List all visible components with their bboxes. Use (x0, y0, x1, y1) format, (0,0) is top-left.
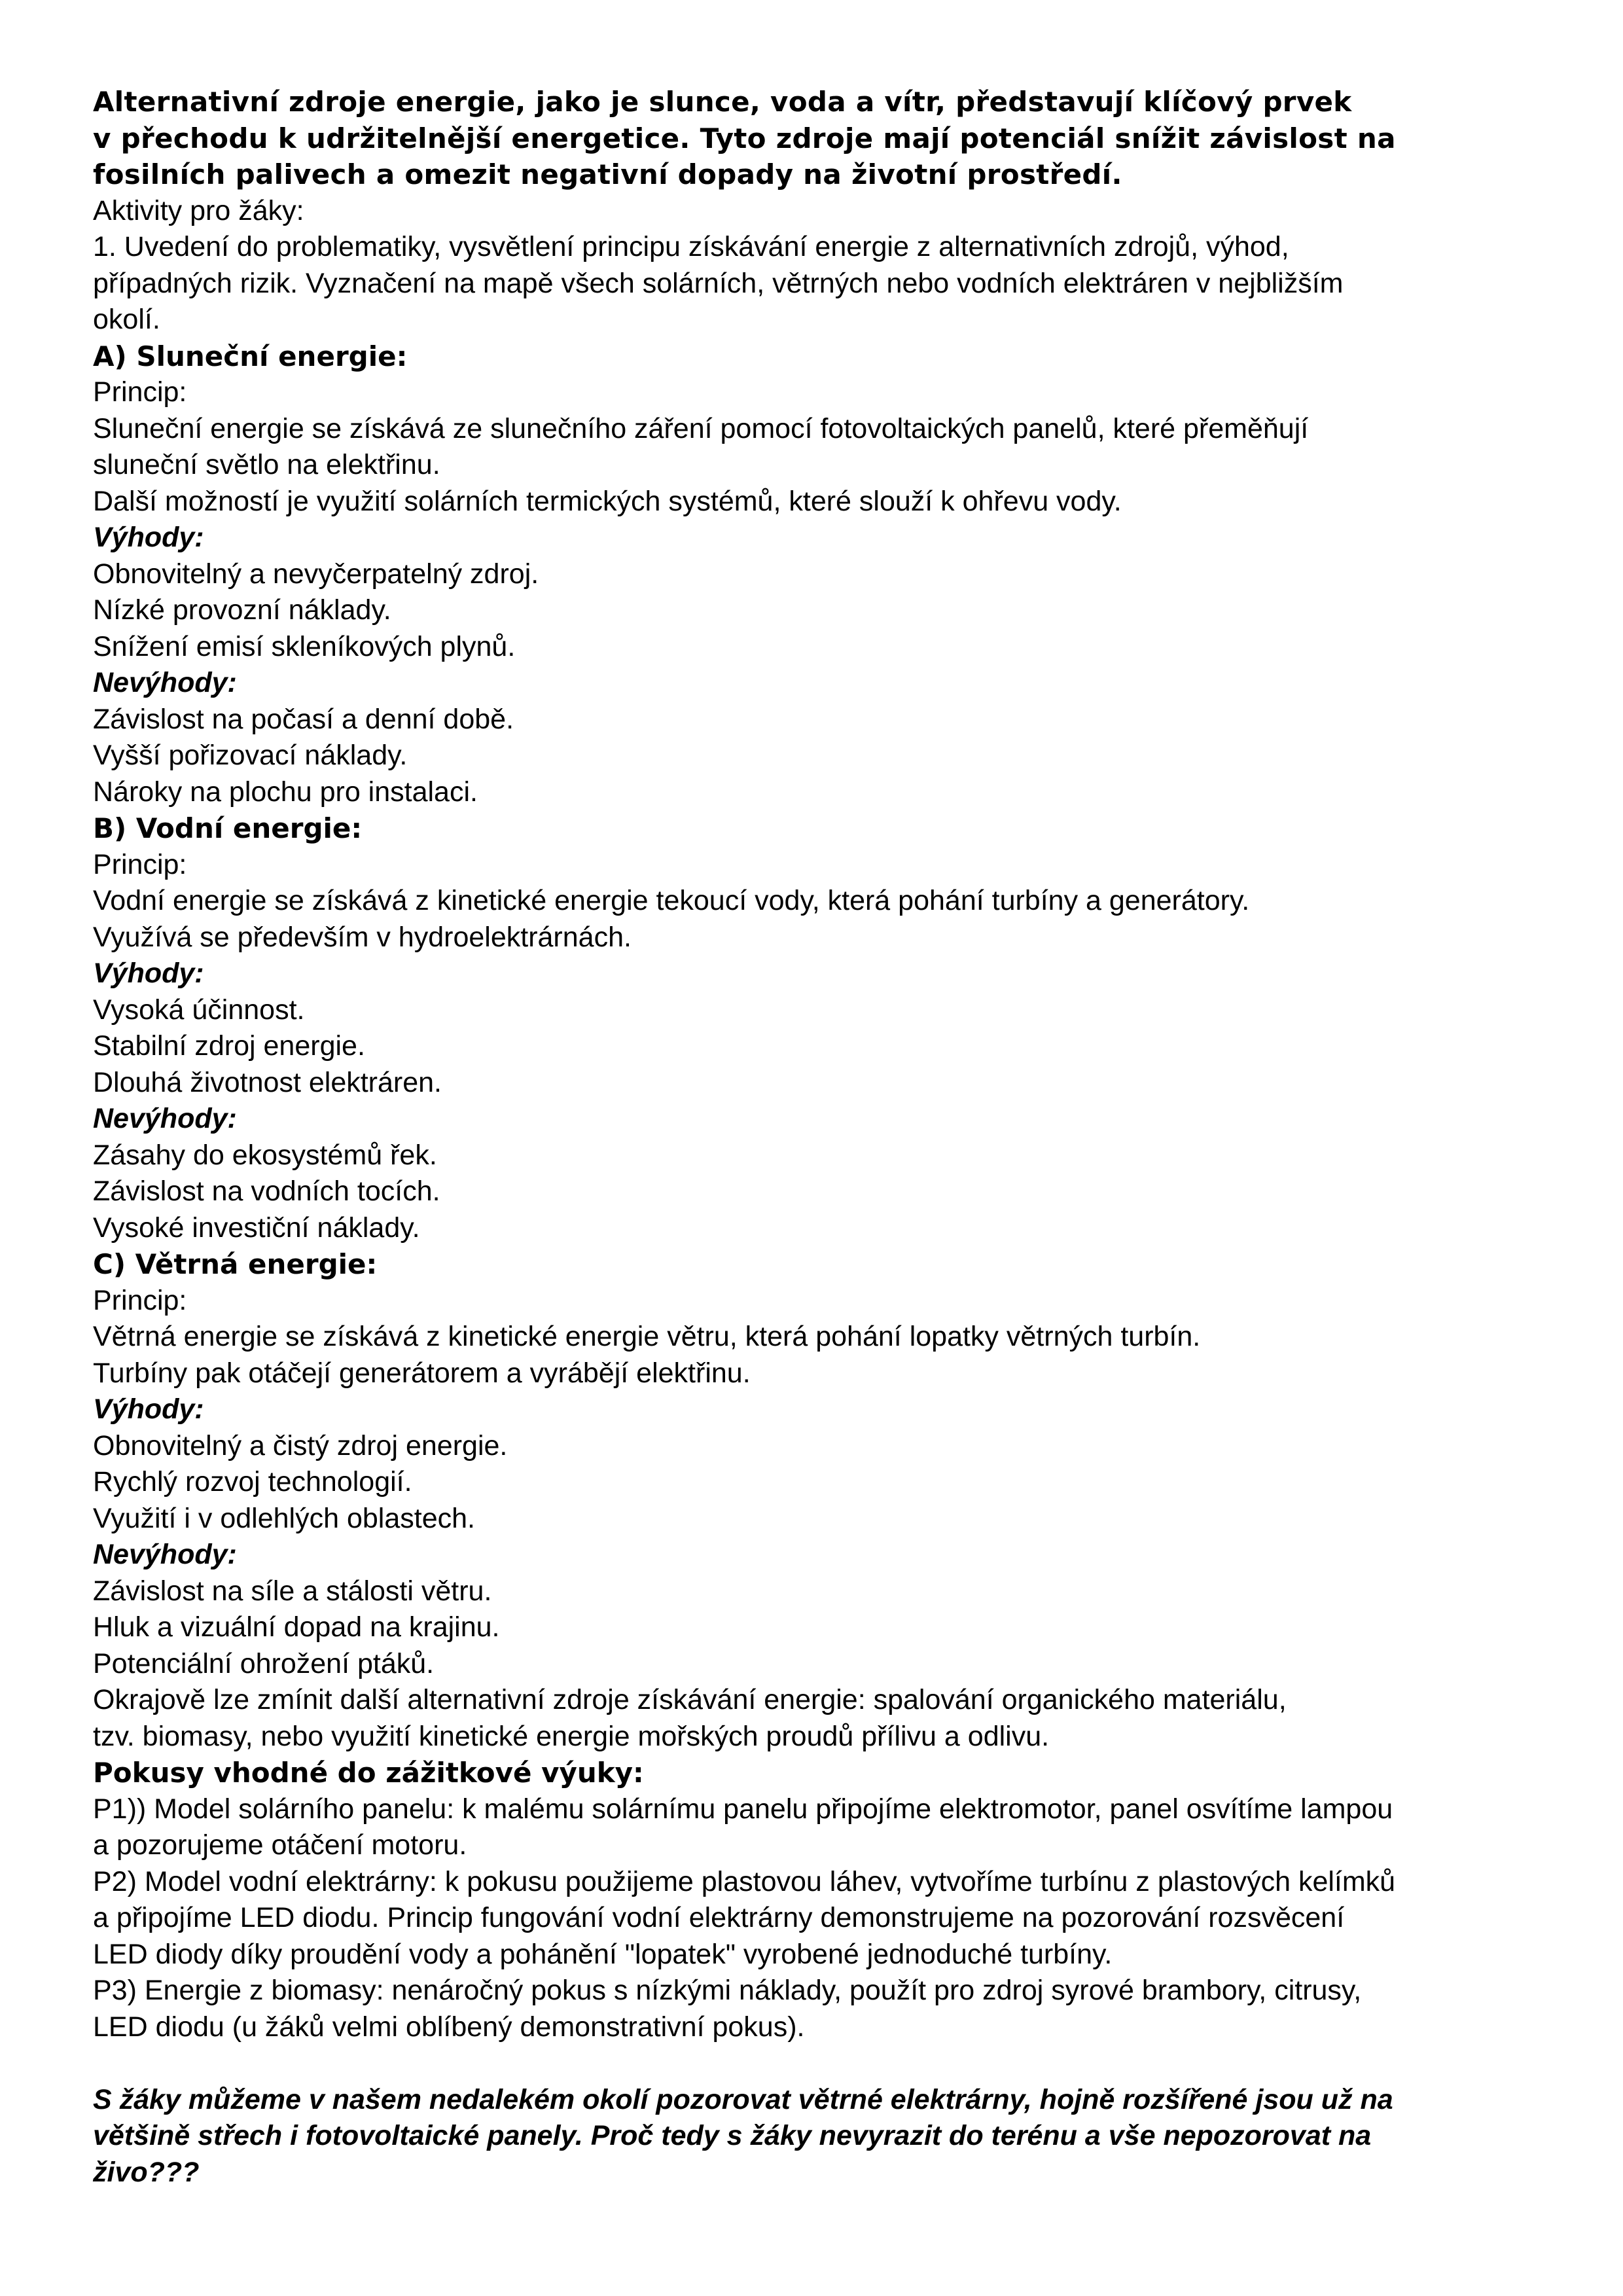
experiment-line: P2) Model vodní elektrárny: k pokusu použijeme plastovou láhev, vytvoříme turbínu z plastových kelímků (93, 1865, 1396, 1897)
pros-item: Obnovitelný a čistý zdroj energie. (93, 1429, 508, 1462)
cons-item: Zásahy do ekosystémů řek. (93, 1139, 437, 1171)
activity-1-line: okolí. (93, 304, 160, 335)
activities-title: Aktivity pro žáky: (93, 194, 304, 226)
closing-paragraph (93, 2082, 1546, 2191)
activity-1-line: případných rizik. Vyznačení na mapě všech solárních, větrných nebo vodních elektráren v nejbližším (93, 267, 1344, 299)
intro-paragraph (93, 84, 1546, 193)
experiment-line: LED diody díky proudění vody a pohánění "lopatek" vyrobené jednoduché turbíny. (93, 1938, 1113, 1970)
intro-line: Alternativní zdroje energie, jako je slunce, voda a vítr, představují klíčový prvek (93, 86, 1352, 118)
pros-item: Rychlý rozvoj technologií. (93, 1466, 412, 1498)
principle-label: Princip: (93, 848, 187, 880)
section-heading: A) Sluneční energie: (93, 340, 408, 372)
principle-label: Princip: (93, 1284, 187, 1316)
experiments-heading: Pokusy vhodné do zážitkové výuky: (93, 1757, 644, 1789)
cons-item: Potenciální ohrožení ptáků. (93, 1647, 435, 1679)
principle-line: Další možností je využití solárních termických systémů, které slouží k ohřevu vody. (93, 485, 1122, 517)
section-heading: B) Vodní energie: (93, 812, 363, 844)
pros-item: Obnovitelný a nevyčerpatelný zdroj. (93, 558, 539, 590)
pros-item: Využití i v odlehlých oblastech. (93, 1502, 475, 1534)
pros-item: Vysoká účinnost. (93, 994, 305, 1026)
activity-1-line: 1. Uvedení do problematiky, vysvětlení principu získávání energie z alternativních zdrojů, výhod, (93, 231, 1289, 262)
section-water (93, 810, 1546, 1246)
blank-line (93, 2045, 1546, 2082)
pros-label: Výhody: (93, 958, 204, 989)
experiment-line: P1)) Model solárního panelu: k malému solárnímu panelu připojíme elektromotor, panel osvítíme lampou (93, 1793, 1393, 1825)
cons-label: Nevýhody: (93, 1103, 237, 1134)
principle-line: Turbíny pak otáčejí generátorem a vyrábějí elektřinu. (93, 1357, 751, 1389)
intro-line: v přechodu k udržitelnější energetice. Tyto zdroje mají potenciál snížit závislost na (93, 122, 1396, 154)
pros-item: Snížení emisí skleníkových plynů. (93, 630, 516, 662)
principle-line: Sluneční energie se získává ze slunečního záření pomocí fotovoltaických panelů, které přeměňují (93, 412, 1309, 444)
closing-line: S žáky můžeme v našem nedalekém okolí pozorovat větrné elektrárny, hojně rozšířené jsou už na (93, 2083, 1393, 2115)
principle-line: Využívá se především v hydroelektrárnách. (93, 921, 632, 953)
other-sources-paragraph (93, 1682, 1546, 1755)
cons-item: Závislost na vodních tocích. (93, 1175, 440, 1207)
pros-label: Výhody: (93, 1393, 204, 1425)
pros-item: Dlouhá životnost elektráren. (93, 1066, 442, 1098)
cons-item: Vyšší pořizovací náklady. (93, 740, 408, 771)
cons-label: Nevýhody: (93, 1539, 237, 1570)
cons-item: Vysoké investiční náklady. (93, 1211, 420, 1244)
other-sources-line: Okrajově lze zmínit další alternativní zdroje získávání energie: spalování organického materiálu, (93, 1684, 1287, 1715)
cons-item: Nároky na plochu pro instalaci. (93, 776, 478, 808)
document-page (93, 84, 1546, 2191)
experiment-line: LED diodu (u žáků velmi oblíbený demonstrativní pokus). (93, 2011, 805, 2043)
section-heading: C) Větrná energie: (93, 1248, 378, 1280)
principle-line: Větrná energie se získává z kinetické energie větru, která pohání lopatky větrných turbín. (93, 1321, 1201, 1352)
experiment-line: a pozorujeme otáčení motoru. (93, 1829, 467, 1861)
intro-line: fosilních palivech a omezit negativní dopady na životní prostředí. (93, 158, 1122, 190)
pros-item: Stabilní zdroj energie. (93, 1030, 365, 1062)
principle-label: Princip: (93, 376, 187, 408)
cons-item: Závislost na síle a stálosti větru. (93, 1575, 492, 1607)
closing-line: většině střech i fotovoltaické panely. Proč tedy s žáky nevyrazit do terénu a vše nepozorovat na (93, 2120, 1372, 2151)
closing-line: živo??? (93, 2156, 200, 2188)
cons-item: Hluk a vizuální dopad na krajinu. (93, 1611, 500, 1643)
section-solar (93, 338, 1546, 811)
experiments-list (93, 1791, 1546, 2046)
cons-label: Nevýhody: (93, 667, 237, 698)
pros-label: Výhody: (93, 522, 204, 553)
experiment-line: P3) Energie z biomasy: nenáročný pokus s nízkými náklady, použít pro zdroj syrové brambory, citrusy, (93, 1975, 1362, 2006)
experiment-line: a připojíme LED diodu. Princip fungování vodní elektrárny demonstrujeme na pozorování rozsvěcení (93, 1902, 1345, 1933)
pros-item: Nízké provozní náklady. (93, 594, 391, 626)
other-sources-line: tzv. biomasy, nebo využití kinetické energie mořských proudů přílivu a odlivu. (93, 1720, 1050, 1752)
activity-1-paragraph (93, 229, 1546, 338)
section-wind (93, 1246, 1546, 1682)
principle-line: sluneční světlo na elektřinu. (93, 449, 440, 480)
principle-line: Vodní energie se získává z kinetické energie tekoucí vody, která pohání turbíny a generátory. (93, 885, 1250, 916)
cons-item: Závislost na počasí a denní době. (93, 703, 514, 735)
